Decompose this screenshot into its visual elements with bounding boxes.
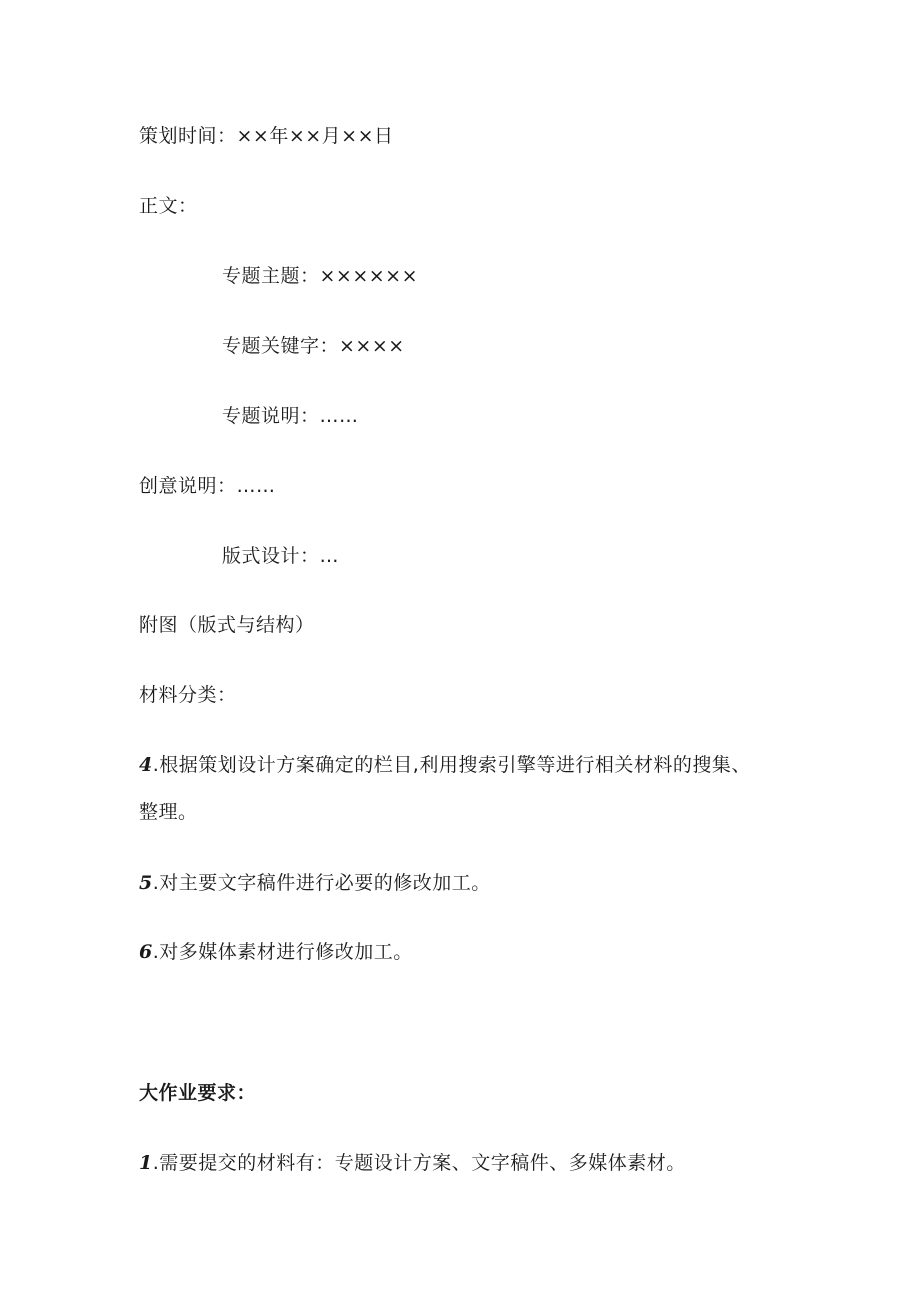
list-item-4-continued: 整理。 <box>139 801 198 823</box>
list-item-4 <box>139 753 751 777</box>
creative-description: 创意说明：…… <box>139 475 276 497</box>
list-item-text: .需要提交的材料有：专题设计方案、文字稿件、多媒体素材。 <box>152 1152 686 1174</box>
list-number: 1 <box>139 1152 153 1174</box>
list-number: 4 <box>139 754 153 776</box>
list-number: 6 <box>139 941 153 963</box>
list-item-6 <box>139 940 413 964</box>
list-item-5 <box>139 871 491 895</box>
figure-caption: 附图（版式与结构） <box>139 614 315 636</box>
material-classification: 材料分类： <box>139 684 237 706</box>
list-item-text: .根据策划设计方案确定的栏目,利用搜索引擎等进行相关材料的搜集、 <box>152 754 751 776</box>
plan-time: 策划时间：××年××月××日 <box>139 125 394 147</box>
topic-description: 专题说明：…… <box>222 405 359 427</box>
body-label: 正文： <box>139 195 198 217</box>
list-item-text: .对多媒体素材进行修改加工。 <box>152 941 413 963</box>
requirements-heading: 大作业要求： <box>139 1082 257 1104</box>
topic-theme: 专题主题：×××××× <box>222 265 419 287</box>
list-item-text: .对主要文字稿件进行必要的修改加工。 <box>152 872 491 894</box>
requirement-item-1 <box>139 1151 686 1175</box>
list-number: 5 <box>139 872 153 894</box>
topic-keywords: 专题关键字：×××× <box>222 335 405 357</box>
layout-design: 版式设计：… <box>222 545 340 567</box>
